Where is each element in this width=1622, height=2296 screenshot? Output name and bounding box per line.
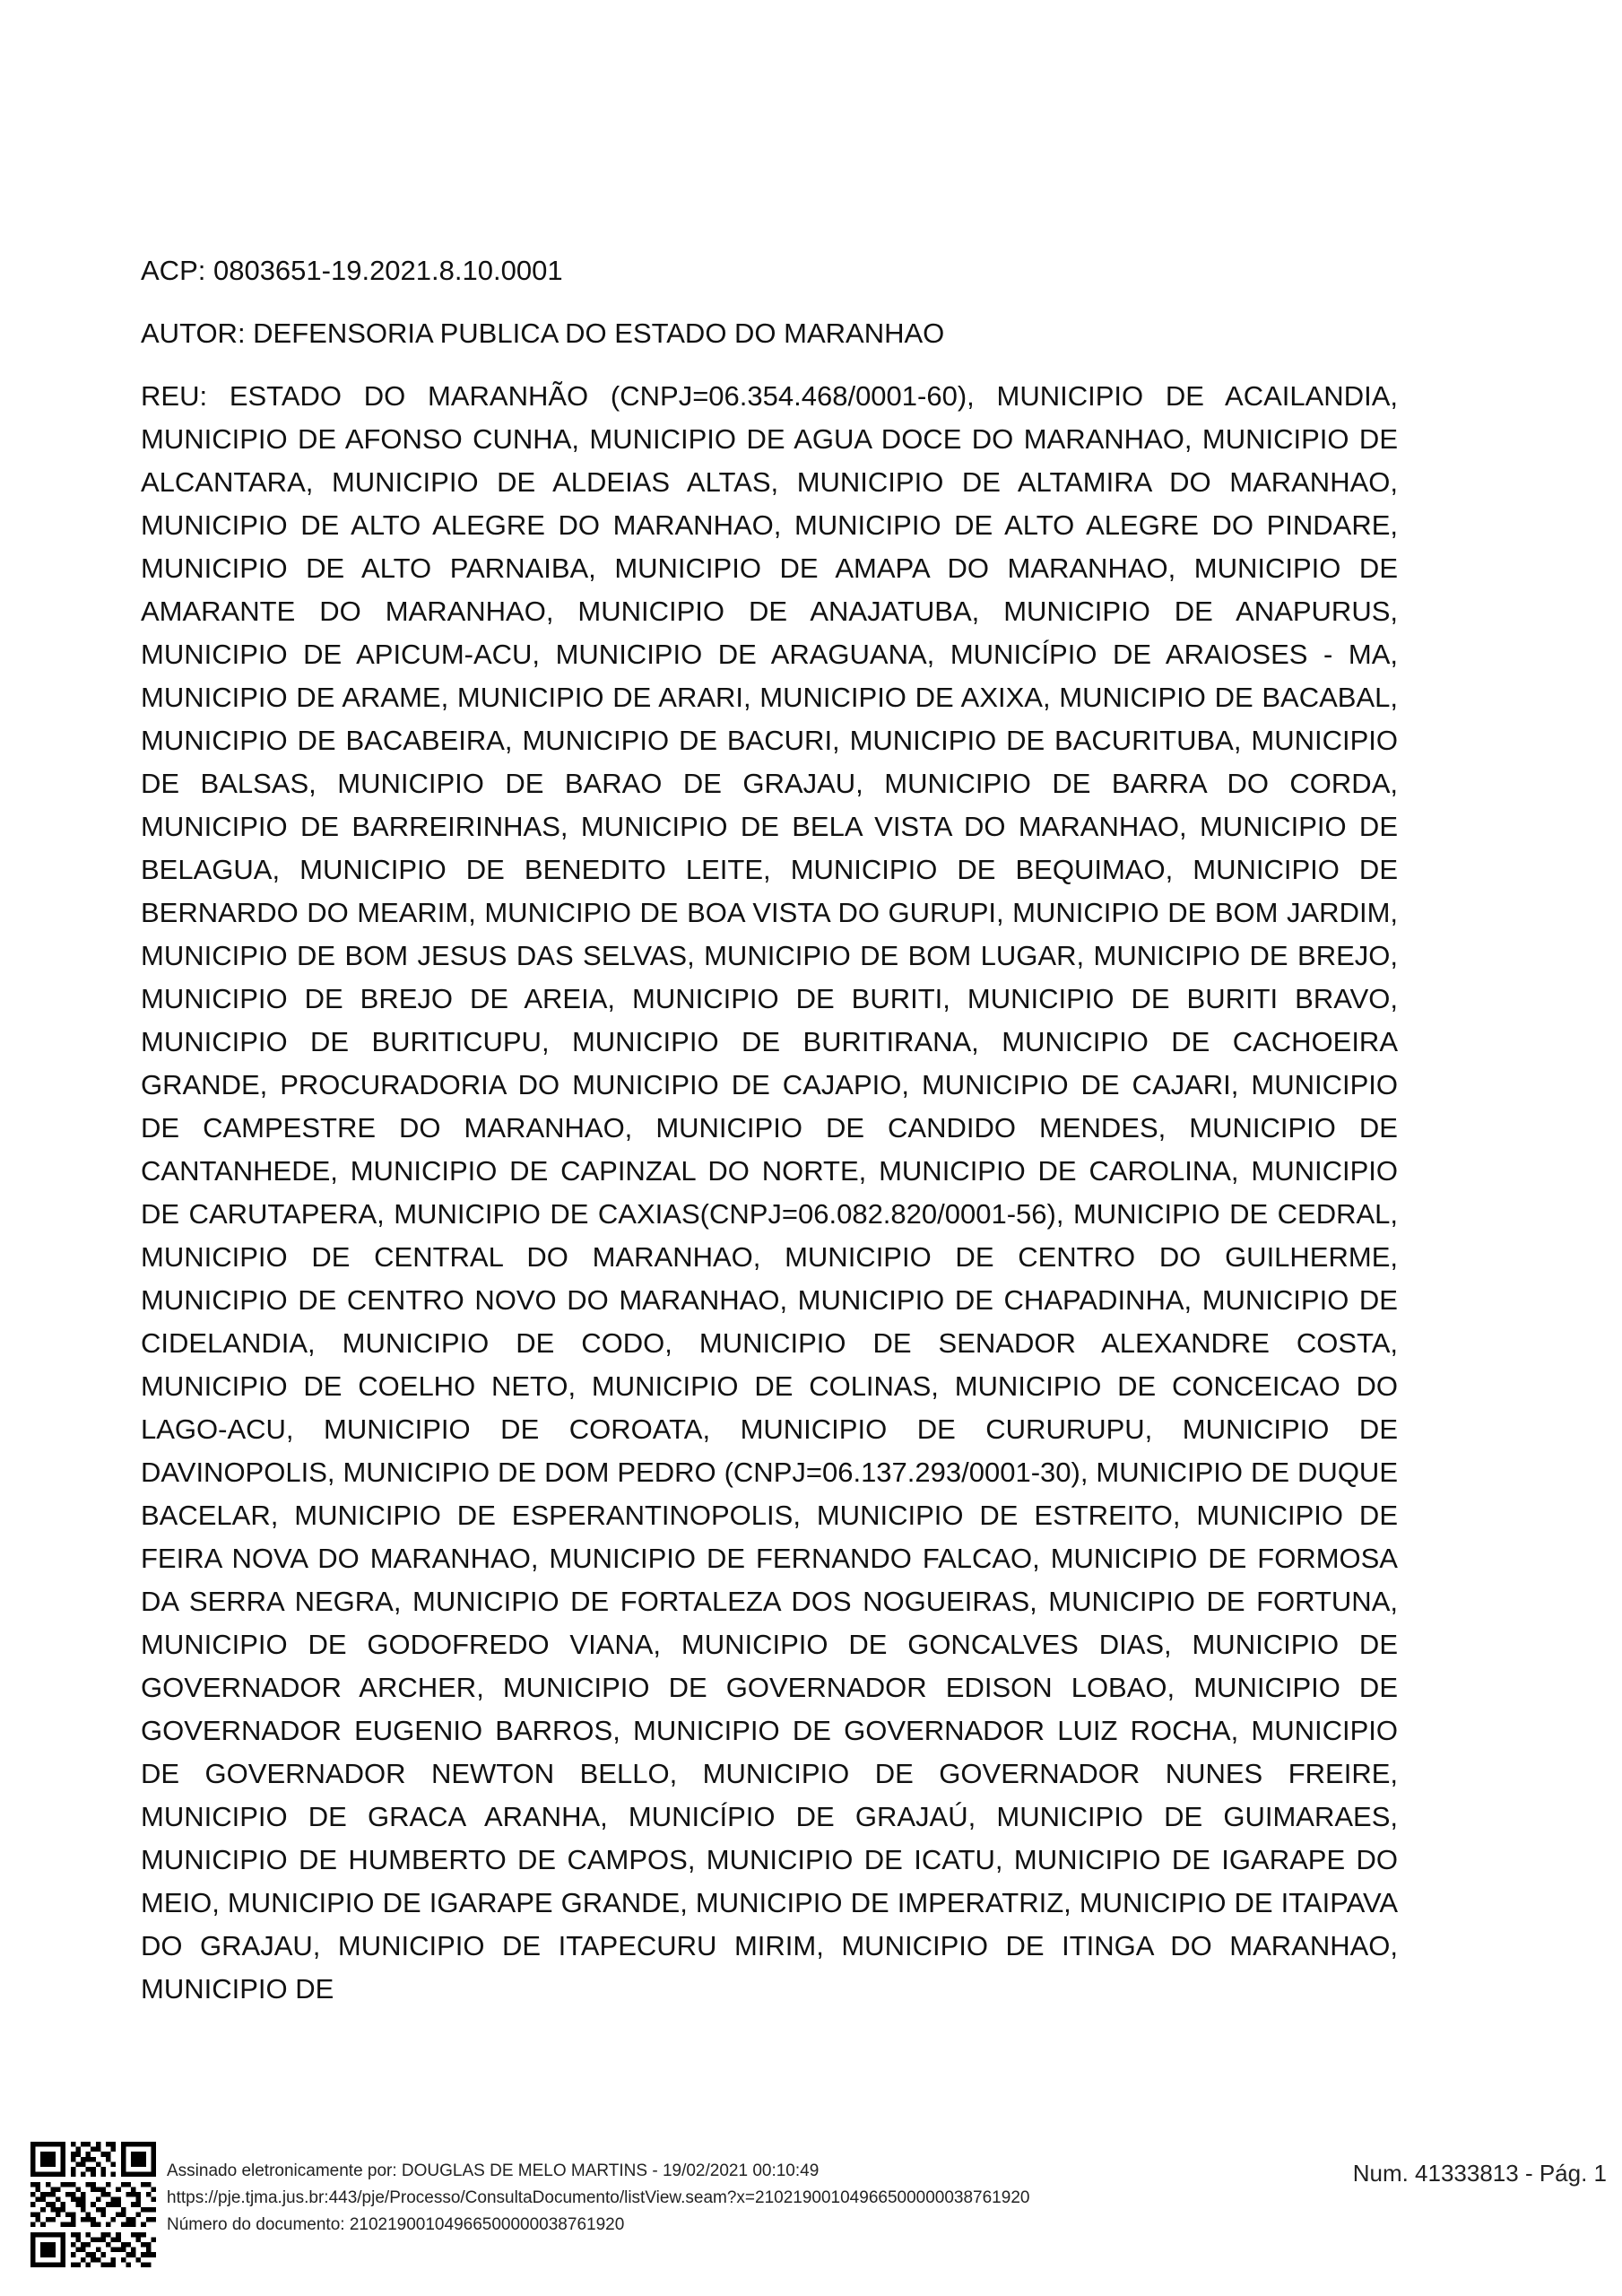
document-body — [141, 249, 1398, 2011]
page-number: Num. 41333813 - Pág. 1 — [1352, 2160, 1607, 2187]
reu-paragraph: REU: ESTADO DO MARANHÃO (CNPJ=06.354.468/0001-60), MUNICIPIO DE ACAILANDIA, MUNICIPIO DE AFONSO CUNHA, MUNICIPIO DE AGUA DOCE DO MARANHAO, MUNICIPIO DE ALCANTARA, MUNICIPIO DE ALDEIAS ALTAS, MUNICIPIO DE ALTAMIRA DO MARANHAO, MUNICIPIO DE ALTO ALEGRE DO MARANHAO, MUNICIPIO DE ALTO ALEGRE DO PINDARE, MUNICIPIO DE ALTO PARNAIBA, MUNICIPIO DE AMAPA DO MARANHAO, MUNICIPIO DE AMARANTE DO MARANHAO, MUNICIPIO DE ANAJATUBA, MUNICIPIO DE ANAPURUS, MUNICIPIO DE APICUM-ACU, MUNICIPIO DE ARAGUANA, MUNICÍPIO DE ARAIOSES - MA, MUNICIPIO DE ARAME, MUNICIPIO DE ARARI, MUNICIPIO DE AXIXA, MUNICIPIO DE BACABAL, MUNICIPIO DE BACABEIRA, MUNICIPIO DE BACURI, MUNICIPIO DE BACURITUBA, MUNICIPIO DE BALSAS, MUNICIPIO DE BARAO DE GRAJAU, MUNICIPIO DE BARRA DO CORDA, MUNICIPIO DE BARREIRINHAS, MUNICIPIO DE BELA VISTA DO MARANHAO, MUNICIPIO DE BELAGUA, MUNICIPIO DE BENEDITO LEITE, MUNICIPIO DE BEQUIMAO, MUNICIPIO DE BERNARDO DO MEARIM, MUNICIPIO DE BOA VISTA DO GURUPI, MUNICIPIO DE BOM JARDIM, MUNICIPIO DE BOM JESUS DAS SELVAS, MUNICIPIO DE BOM LUGAR, MUNICIPIO DE BREJO, MUNICIPIO DE BREJO DE AREIA, MUNICIPIO DE BURITI, MUNICIPIO DE BURITI BRAVO, MUNICIPIO DE BURITICUPU, MUNICIPIO DE BURITIRANA, MUNICIPIO DE CACHOEIRA GRANDE, PROCURADORIA DO MUNICIPIO DE CAJAPIO, MUNICIPIO DE CAJARI, MUNICIPIO DE CAMPESTRE DO MARANHAO, MUNICIPIO DE CANDIDO MENDES, MUNICIPIO DE CANTANHEDE, MUNICIPIO DE CAPINZAL DO NORTE, MUNICIPIO DE CAROLINA, MUNICIPIO DE CARUTAPERA, MUNICIPIO DE CAXIAS(CNPJ=06.082.820/0001-56), MUNICIPIO DE CEDRAL, MUNICIPIO DE CENTRAL DO MARANHAO, MUNICIPIO DE CENTRO DO GUILHERME, MUNICIPIO DE CENTRO NOVO DO MARANHAO, MUNICIPIO DE CHAPADINHA, MUNICIPIO DE CIDELANDIA, MUNICIPIO DE CODO, MUNICIPIO DE SENADOR ALEXANDRE COSTA, MUNICIPIO DE COELHO NETO, MUNICIPIO DE COLINAS, MUNICIPIO DE CONCEICAO DO LAGO-ACU, MUNICIPIO DE COROATA, MUNICIPIO DE CURURUPU, MUNICIPIO DE DAVINOPOLIS, MUNICIPIO DE DOM PEDRO (CNPJ=06.137.293/0001-30), MUNICIPIO DE DUQUE BACELAR, MUNICIPIO DE ESPERANTINOPOLIS, MUNICIPIO DE ESTREITO, MUNICIPIO DE FEIRA NOVA DO MARANHAO, MUNICIPIO DE FERNANDO FALCAO, MUNICIPIO DE FORMOSA DA SERRA NEGRA, MUNICIPIO DE FORTALEZA DOS NOGUEIRAS, MUNICIPIO DE FORTUNA, MUNICIPIO DE GODOFREDO VIANA, MUNICIPIO DE GONCALVES DIAS, MUNICIPIO DE GOVERNADOR ARCHER, MUNICIPIO DE GOVERNADOR EDISON LOBAO, MUNICIPIO DE GOVERNADOR EUGENIO BARROS, MUNICIPIO DE GOVERNADOR LUIZ ROCHA, MUNICIPIO DE GOVERNADOR NEWTON BELLO, MUNICIPIO DE GOVERNADOR NUNES FREIRE, MUNICIPIO DE GRACA ARANHA, MUNICÍPIO DE GRAJAÚ, MUNICIPIO DE GUIMARAES, MUNICIPIO DE HUMBERTO DE CAMPOS, MUNICIPIO DE ICATU, MUNICIPIO DE IGARAPE DO MEIO, MUNICIPIO DE IGARAPE GRANDE, MUNICIPIO DE IMPERATRIZ, MUNICIPIO DE ITAIPAVA DO GRAJAU, MUNICIPIO DE ITAPECURU MIRIM, MUNICIPIO DE ITINGA DO MARANHAO, MUNICIPIO DE — [141, 380, 1398, 2005]
document-url[interactable]: https://pje.tjma.jus.br:443/pje/Processo/ConsultaDocumento/listView.seam?x=21021900104966500000038761920 — [167, 2188, 1030, 2207]
acp-number: ACP: 0803651-19.2021.8.10.0001 — [141, 255, 563, 286]
signed-by-line: Assinado eletronicamente por: DOUGLAS DE MELO MARTINS - 19/02/2021 00:10:49 — [167, 2161, 820, 2180]
document-number: Número do documento: 21021900104966500000038761920 — [167, 2215, 625, 2234]
autor-line: AUTOR: DEFENSORIA PUBLICA DO ESTADO DO MARANHAO — [141, 317, 945, 349]
signature-footer — [0, 2135, 1622, 2296]
signature-block — [167, 2158, 1029, 2239]
qr-code-icon — [30, 2142, 156, 2267]
